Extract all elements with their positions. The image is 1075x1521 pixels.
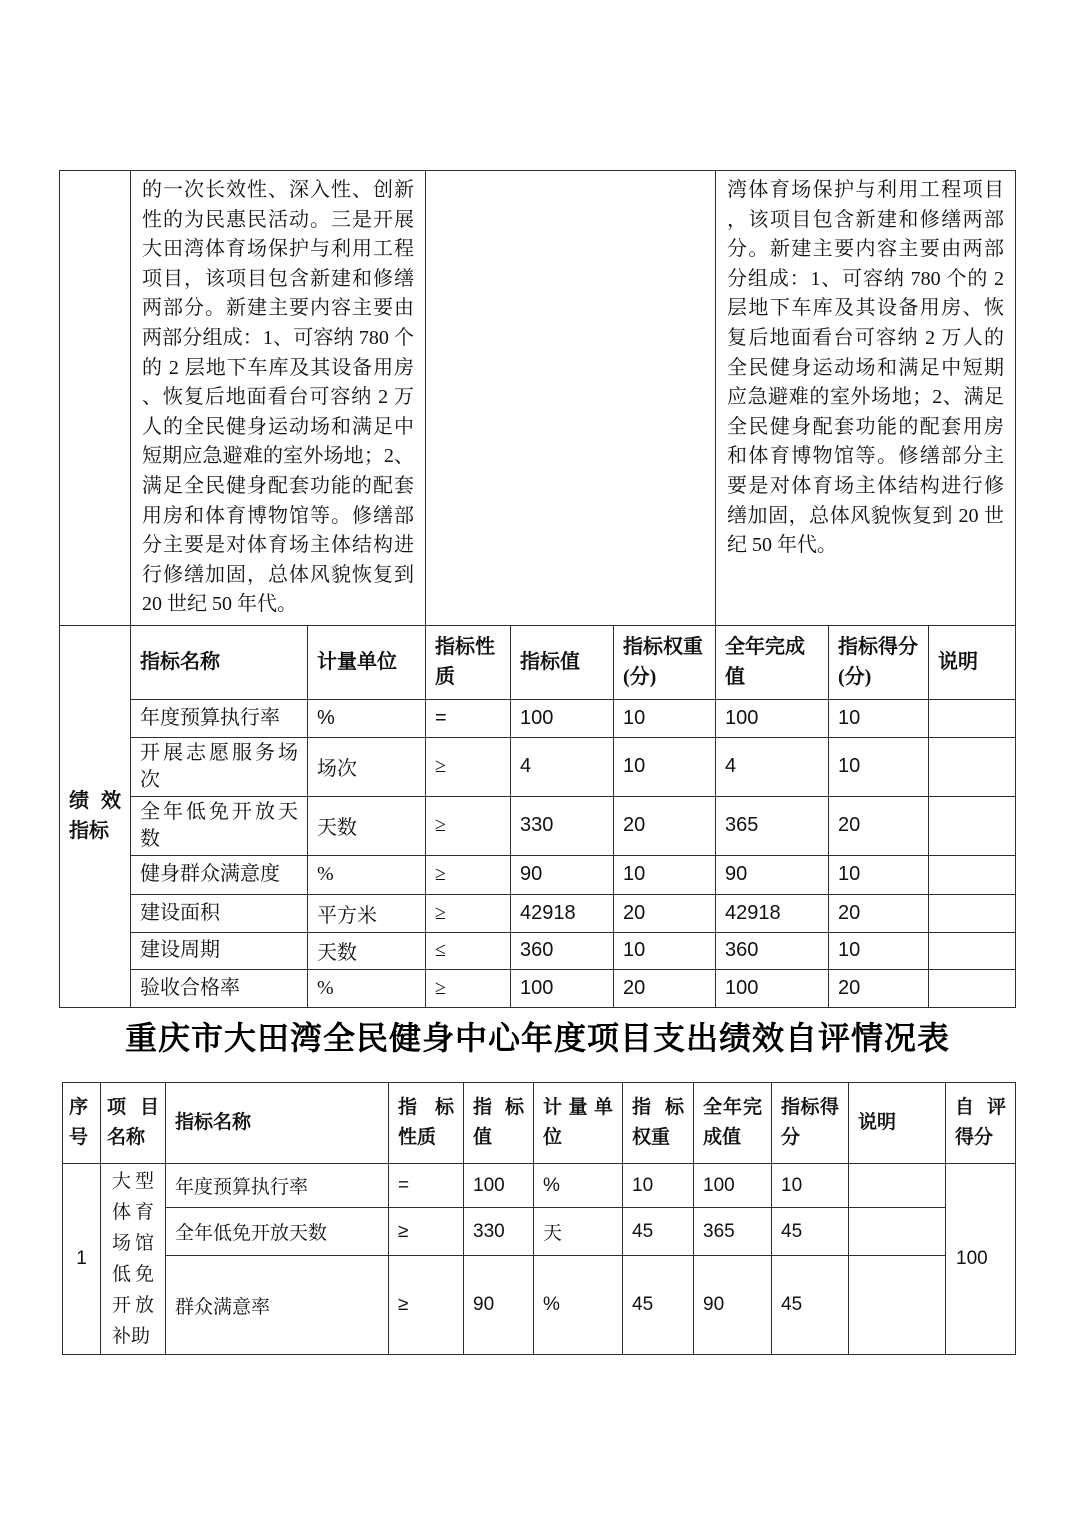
- table-cell: ≥: [426, 969, 511, 1007]
- column-header: 项目名称: [101, 1083, 166, 1164]
- project-description-right: 湾体育场保护与利用工程项目，该项目包含新建和修缮两部分。新建主要内容主要由两部分组成：1、可容纳 780 个的 2 层地下车库及其设备用房、恢复后地面看台可容纳 2 万人的全民健身运动场和满足中短期应急避难的室外场地；2、满足全民健身配套功能的配套用房和体育博物馆等。修缮部分主要是对体育场主体结构进行修缮加固，总体风貌恢复到 20 世纪 50 年代。: [716, 171, 1016, 626]
- column-header: 说明: [849, 1083, 946, 1164]
- section-label: 绩效指标: [60, 625, 131, 1007]
- table-cell: 100: [694, 1164, 772, 1208]
- table-cell: 10: [829, 737, 929, 796]
- table-row: [60, 969, 1016, 1007]
- column-header: 指标名称: [166, 1083, 389, 1164]
- table-cell: 天数: [308, 932, 426, 969]
- column-header: 指标权重(分): [614, 625, 716, 699]
- column-header: 指标得分: [772, 1083, 849, 1164]
- table-row: [60, 932, 1016, 969]
- table-cell: 20: [829, 796, 929, 855]
- table-cell: ≥: [389, 1208, 464, 1256]
- table-cell: 平方米: [308, 894, 426, 932]
- table-cell: [929, 796, 1016, 855]
- table-cell: 100: [716, 699, 829, 737]
- table-cell: [929, 855, 1016, 894]
- table-row: [60, 699, 1016, 737]
- table-cell: 90: [694, 1256, 772, 1355]
- table-header-row: [60, 625, 1016, 699]
- table-cell: 场次: [308, 737, 426, 796]
- table-row: [60, 171, 1016, 626]
- table-cell: 45: [623, 1256, 694, 1355]
- table-cell: =: [426, 699, 511, 737]
- table-cell: [849, 1208, 946, 1256]
- table-cell: 年度预算执行率: [166, 1164, 389, 1208]
- table-cell: 90: [511, 855, 614, 894]
- table-cell: [929, 969, 1016, 1007]
- table-cell: %: [308, 855, 426, 894]
- table-cell: 建设周期: [131, 932, 308, 969]
- table-cell: %: [308, 969, 426, 1007]
- table-row: [60, 737, 1016, 796]
- table-cell: 10: [772, 1164, 849, 1208]
- table-row: [63, 1208, 1016, 1256]
- table-cell: [929, 894, 1016, 932]
- column-header: 指标名称: [131, 625, 308, 699]
- table-cell: 20: [829, 894, 929, 932]
- table-cell: 10: [614, 855, 716, 894]
- table-cell: 全年低免开放天数: [131, 796, 308, 855]
- table-cell: ≤: [426, 932, 511, 969]
- table-cell: 20: [614, 969, 716, 1007]
- table-cell: 验收合格率: [131, 969, 308, 1007]
- table-cell: 建设面积: [131, 894, 308, 932]
- self-score-cell: 100: [946, 1164, 1016, 1355]
- performance-indicator-table: [59, 170, 1016, 1008]
- table-row: [60, 855, 1016, 894]
- table-cell: [929, 737, 1016, 796]
- column-header: 指标值: [511, 625, 614, 699]
- table-cell: ≥: [389, 1256, 464, 1355]
- table-cell: [849, 1256, 946, 1355]
- table-cell: ≥: [426, 737, 511, 796]
- table-cell: 天数: [308, 796, 426, 855]
- table-row: [63, 1164, 1016, 1208]
- column-header: 说明: [929, 625, 1016, 699]
- table-row: [60, 894, 1016, 932]
- table-cell: %: [534, 1164, 623, 1208]
- table-cell: [849, 1164, 946, 1208]
- table-cell: ≥: [426, 894, 511, 932]
- table-cell: 4: [716, 737, 829, 796]
- table-cell: 健身群众满意度: [131, 855, 308, 894]
- column-header: 指标权重: [623, 1083, 694, 1164]
- table-cell: 42918: [511, 894, 614, 932]
- page-title: 重庆市大田湾全民健身中心年度项目支出绩效自评情况表: [124, 1020, 950, 1056]
- table-cell: 全年低免开放天数: [166, 1208, 389, 1256]
- table-cell: 100: [511, 699, 614, 737]
- table-cell: 45: [772, 1208, 849, 1256]
- column-header: 指标性质: [426, 625, 511, 699]
- table-cell: %: [534, 1256, 623, 1355]
- project-name-cell: 大型体育场馆低免开放补助: [101, 1164, 166, 1355]
- sequence-number-cell: 1: [63, 1164, 101, 1355]
- table-row: [60, 796, 1016, 855]
- column-header: 指标性质: [389, 1083, 464, 1164]
- table-cell: 10: [614, 932, 716, 969]
- table-cell: 20: [829, 969, 929, 1007]
- table-cell: 90: [716, 855, 829, 894]
- column-header: 计量单位: [308, 625, 426, 699]
- self-evaluation-table: [62, 1082, 1016, 1355]
- table-cell: 100: [716, 969, 829, 1007]
- table-cell: 45: [772, 1256, 849, 1355]
- table-cell: 10: [614, 699, 716, 737]
- table-cell: 10: [614, 737, 716, 796]
- column-header: 序号: [63, 1083, 101, 1164]
- table-cell: 90: [464, 1256, 534, 1355]
- table-cell: 10: [623, 1164, 694, 1208]
- table-cell: 年度预算执行率: [131, 699, 308, 737]
- empty-cell: [426, 171, 716, 626]
- table-cell: 330: [511, 796, 614, 855]
- table-cell: ≥: [426, 796, 511, 855]
- table-cell: 开展志愿服务场次: [131, 737, 308, 796]
- column-header: 全年完成值: [716, 625, 829, 699]
- table-cell: 100: [511, 969, 614, 1007]
- table-cell: [929, 699, 1016, 737]
- column-header: 自评得分: [946, 1083, 1016, 1164]
- table-cell: 45: [623, 1208, 694, 1256]
- table-cell: 330: [464, 1208, 534, 1256]
- table-cell: 365: [694, 1208, 772, 1256]
- table-cell: 365: [716, 796, 829, 855]
- project-description-left: 的一次长效性、深入性、创新性的为民惠民活动。三是开展大田湾体育场保护与利用工程项目，该项目包含新建和修缮两部分。新建主要内容主要由两部分组成：1、可容纳 780 个的 2 层地下车库及其设备用房、恢复后地面看台可容纳 2 万人的全民健身运动场和满足中短期应急避难的室外场地；2、满足全民健身配套功能的配套用房和体育博物馆等。修缮部分主要是对体育场主体结构进行修缮加固，总体风貌恢复到 20 世纪 50 年代。: [131, 171, 426, 626]
- table-cell: 42918: [716, 894, 829, 932]
- table-cell: 100: [464, 1164, 534, 1208]
- table-cell: 360: [511, 932, 614, 969]
- table-cell: %: [308, 699, 426, 737]
- table-cell: ≥: [426, 855, 511, 894]
- table-cell: 群众满意率: [166, 1256, 389, 1355]
- table-cell: 天: [534, 1208, 623, 1256]
- column-header: 指标得分(分): [829, 625, 929, 699]
- table-cell: 20: [614, 796, 716, 855]
- column-header: 计量单位: [534, 1083, 623, 1164]
- table-cell: [929, 932, 1016, 969]
- column-header: 全年完成值: [694, 1083, 772, 1164]
- table-cell: 4: [511, 737, 614, 796]
- table-cell: 10: [829, 932, 929, 969]
- row-label-cell-empty: [60, 171, 131, 626]
- column-header: 指标值: [464, 1083, 534, 1164]
- table-cell: =: [389, 1164, 464, 1208]
- table-cell: 20: [614, 894, 716, 932]
- table-header-row: [63, 1083, 1016, 1164]
- table-cell: 10: [829, 855, 929, 894]
- table-row: [63, 1256, 1016, 1355]
- table-cell: 10: [829, 699, 929, 737]
- table-cell: 360: [716, 932, 829, 969]
